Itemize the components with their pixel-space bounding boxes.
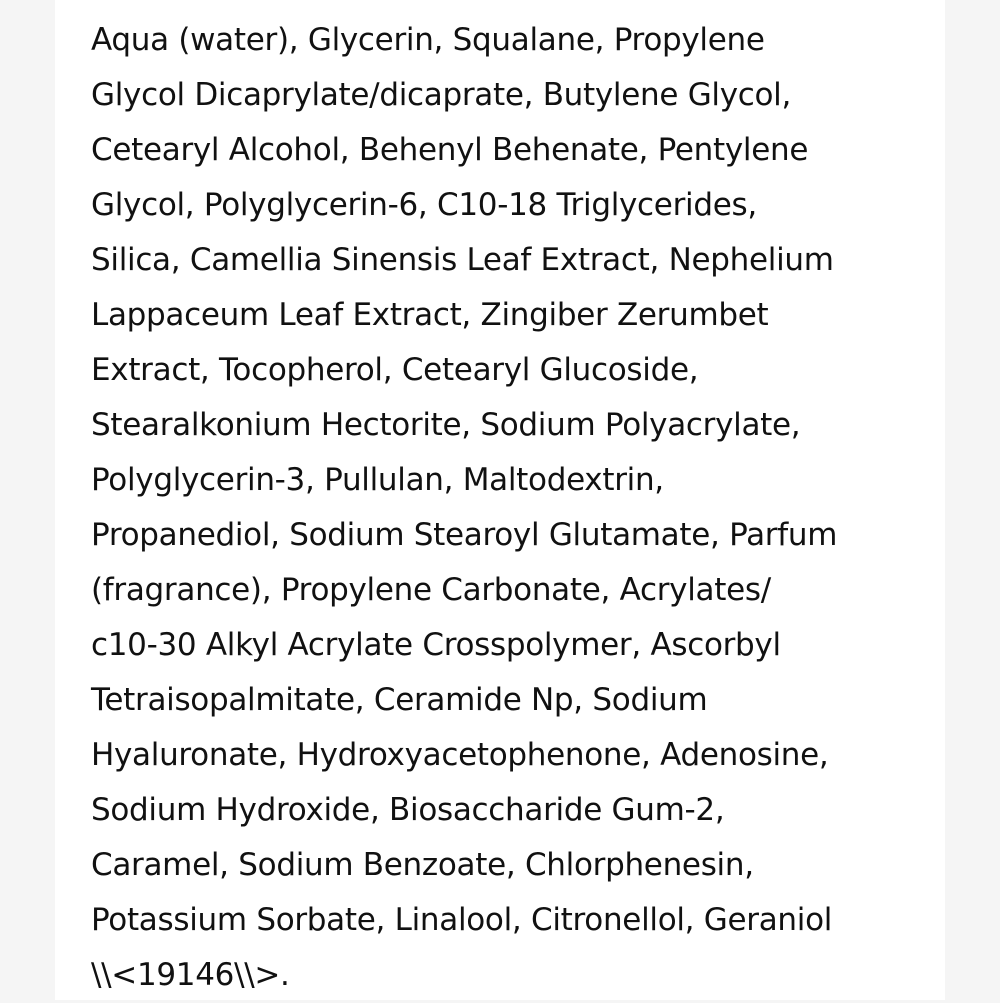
ingredients-line: Stearalkonium Hectorite, Sodium Polyacrylate, [91, 407, 801, 443]
ingredients-line: \\<19146\\>. [91, 957, 290, 993]
ingredients-line: Sodium Hydroxide, Biosaccharide Gum-2, [91, 792, 725, 828]
ingredients-line: Glycol, Polyglycerin-6, C10-18 Triglycerides, [91, 187, 757, 223]
ingredients-line: Lappaceum Leaf Extract, Zingiber Zerumbet [91, 297, 769, 333]
ingredients-line: Extract, Tocopherol, Cetearyl Glucoside, [91, 352, 699, 388]
ingredients-list [91, 13, 941, 1003]
document-page [55, 0, 945, 1000]
ingredients-line: Potassium Sorbate, Linalool, Citronellol, Geraniol [91, 902, 833, 938]
ingredients-line: Hyaluronate, Hydroxyacetophenone, Adenosine, [91, 737, 829, 773]
ingredients-line: Glycol Dicaprylate/dicaprate, Butylene Glycol, [91, 77, 792, 113]
ingredients-line: Aqua (water), Glycerin, Squalane, Propylene [91, 22, 765, 58]
ingredients-line: Silica, Camellia Sinensis Leaf Extract, Nephelium [91, 242, 834, 278]
ingredients-line: Caramel, Sodium Benzoate, Chlorphenesin, [91, 847, 754, 883]
ingredients-line: Propanediol, Sodium Stearoyl Glutamate, Parfum [91, 517, 838, 553]
ingredients-line: (fragrance), Propylene Carbonate, Acrylates/ [91, 572, 771, 608]
ingredients-line: Cetearyl Alcohol, Behenyl Behenate, Pentylene [91, 132, 809, 168]
ingredients-line: c10-30 Alkyl Acrylate Crosspolymer, Ascorbyl [91, 627, 781, 663]
ingredients-line: Polyglycerin-3, Pullulan, Maltodextrin, [91, 462, 664, 498]
ingredients-line: Tetraisopalmitate, Ceramide Np, Sodium [91, 682, 708, 718]
